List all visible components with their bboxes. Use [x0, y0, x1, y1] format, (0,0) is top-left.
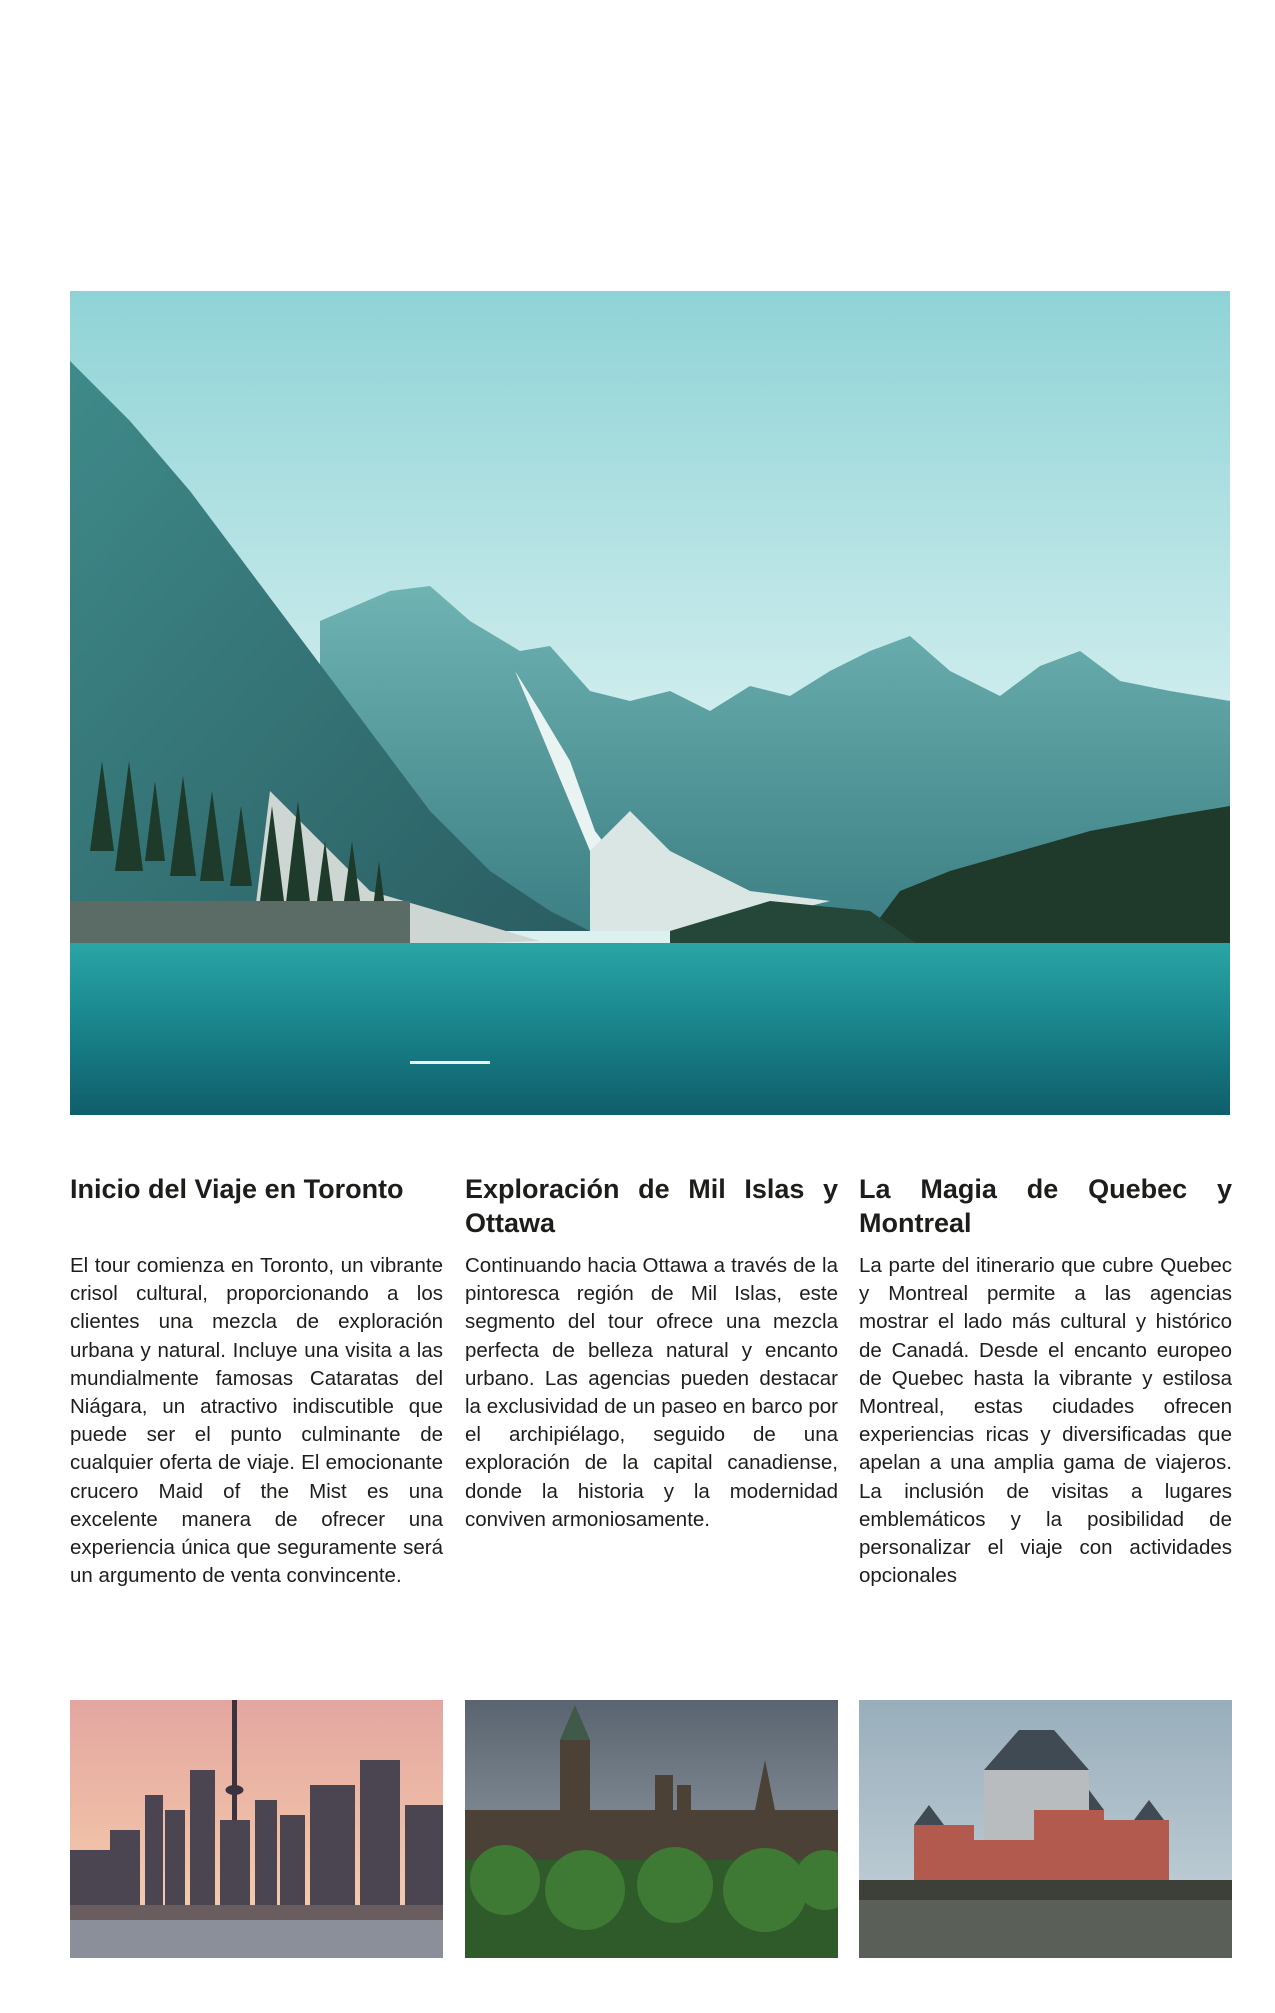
hero-mountain-lake-image — [70, 291, 1230, 1115]
quebec-chateau-photo-icon — [859, 1700, 1232, 1958]
section-quebec-montreal — [859, 1172, 1232, 1590]
toronto-skyline-photo-icon — [70, 1700, 443, 1958]
section-body: Continuando hacia Ottawa a través de la pintoresca región de Mil Islas, este segmento del tour ofrece una mezcla perfecta de belleza natural y encanto urbano. Las agencias pueden destacar la exclusividad de un paseo en barco por el archipiélago, seguido de una exploración de la capital canadiense, donde la historia y la modernidad conviven armoniosamente. — [465, 1254, 838, 1531]
section-body: El tour comienza en Toronto, un vibrante crisol cultural, proporcionando a los clientes una mezcla de exploración urbana y natural. Incluye una visita a las mundialmente famosas Cataratas del Niágara, un atractivo indiscutible que puede ser el punto culminante de cualquier oferta de viaje. El emocionante crucero Maid of the Mist es una excelente manera de ofrecer una experiencia única que seguramente será un argumento de venta convincente. — [70, 1254, 443, 1588]
section-heading: Exploración de Mil Islas y Ottawa — [465, 1174, 838, 1238]
toronto-skyline-image — [70, 1700, 443, 1958]
section-mil-islas-ottawa — [465, 1172, 838, 1534]
quebec-chateau-image — [859, 1700, 1232, 1958]
mountain-lake-photo-icon — [70, 291, 1230, 1115]
section-toronto — [70, 1172, 443, 1590]
section-body: La parte del itinerario que cubre Quebec y Montreal permite a las agencias mostrar el lado más cultural y histórico de Canadá. Desde el encanto europeo de Quebec hasta la vibrante y estilosa Montreal, estas ciudades ofrecen experiencias ricas y diversificadas que apelan a una amplia gama de viajeros. La inclusión de visitas a lugares emblemáticos y la posibilidad de personalizar el viaje con actividades opcionales — [859, 1254, 1232, 1588]
ottawa-parliament-photo-icon — [465, 1700, 838, 1958]
ottawa-parliament-image — [465, 1700, 838, 1958]
section-heading: La Magia de Quebec y Montreal — [859, 1174, 1232, 1238]
section-heading: Inicio del Viaje en Toronto — [70, 1174, 404, 1204]
